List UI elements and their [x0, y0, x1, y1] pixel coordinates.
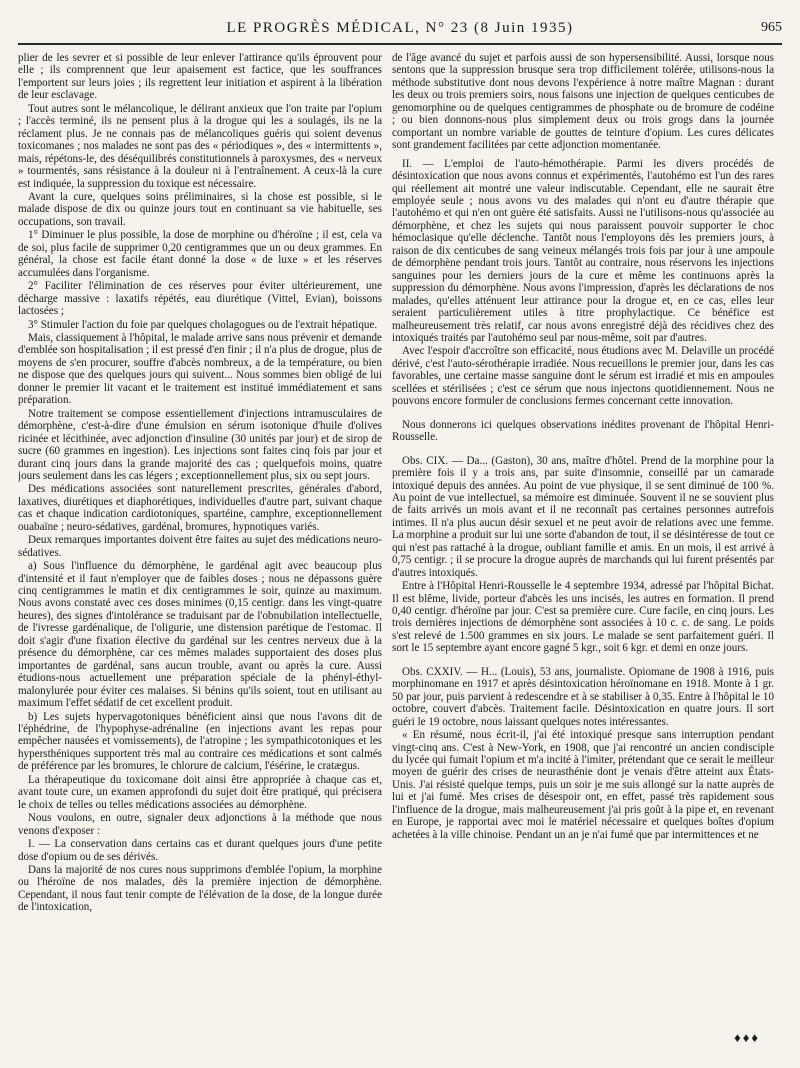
paragraph: La thérapeutique du toxicomane doit ainsi être appropriée à chaque cas et, avant toute cure, un examen approfondi du sujet doit être pratiqué, qui précisera le choix de telles ou telles médications associées au démorphène. — [18, 773, 382, 811]
paragraph: Deux remarques importantes doivent être faites au sujet des médications neuro-sédatives. — [18, 534, 382, 559]
paragraph: 2° Faciliter l'élimination de ces réserves pour éviter ultérieurement, une décharge massive : laxatifs répétés, eau diurétique (Vittel, Evian), boissons lactosées ; — [18, 280, 382, 318]
paragraph: 3° Stimuler l'action du foie par quelques cholagogues ou de l'extrait hépatique. — [28, 318, 378, 331]
paragraph: Avant la cure, quelques soins préliminaires, si la chose est possible, si le malade dispose de dix ou quinze jours tout en continuant sa vie habituelle, ses occupations, son travail. — [18, 190, 382, 228]
paragraph: 1° Diminuer le plus possible, la dose de morphine ou d'héroïne ; il est, cela va de soi, plus facile de supprimer 0,20 centigrammes que un ou deux grammes. En général, la chose est facile étant donné la dose « de luxe » et les réserves accumulées dans l'organisme. — [18, 229, 382, 279]
paragraph: Nous voulons, en outre, signaler deux adjonctions à la méthode que nous venons d'exposer : — [18, 812, 382, 837]
paragraph: Des médications associées sont naturellement prescrites, générales d'abord, laxatives, diurétiques et diaphorétiques, individuelles d'autre part, suivant chaque cas et chaque indication cardiotoniques, spartéine, camphre, exceptionnellement ouabaïne ; neuro-sédatives, gardénal, bromures, hypnotiques variés. — [18, 483, 382, 533]
header-rule — [18, 43, 782, 45]
section-heading-paragraph: I. — La conservation dans certains cas et durant quelques jours d'une petite dose d'opium ou de ses dérivés. — [18, 838, 382, 863]
quoted-testimony: « En résumé, nous écrit-il, j'ai été intoxiqué presque sans interruption pendant vingt-cinq ans. C'est à New-York, en 1908, que j'ai rencontré un ancien condisciple du lycée qui fumait l'opium et m'a incité à l'imiter, prétendant que ce serait le meilleur moyen de guérir des crises de neurasthénie dont je venais d'être atteint aux États-Unis. J'ai résisté quelque temps, puis un soir je me suis allongé sur la natte auprès de lui et j'ai fumé. Mes crises de désespoir ont, en effet, passé très rapidement sous l'influence de la drogue, mais malheureusement j'ai pris goût à la pipe et, en revenant en Europe, je rapportai avec moi le matériel nécessaire et quelques boîtes d'opium achetées à la ville chinoise. Pendant un an je n'ai fumé que par intermittences et ne — [392, 729, 774, 841]
paragraph: plier de les sevrer et si possible de leur enlever l'attirance qu'ils éprouvent pour elle ; ils comprennent que leur apaisement est factice, que les souffrances l'emportent sur leurs joies ; ils regrettent leur initiation et aspirent à la libération de leur esclavage. — [18, 52, 382, 102]
paragraph: de l'âge avancé du sujet et parfois aussi de son hypersensibilité. Aussi, lorsque nous sentons que la suppression brusque sera trop difficilement tolérée, utilisons-nous la méthode substitutive dont nous devons l'expérience à notre maître Magnan : durant les deux ou trois premiers soirs, nous faisons une injection de quelques centicubes de genomorphine ou de quelques centigrammes de phosphate ou de bromure de codéine ; ou bien donnons-nous plus simplement deux ou trois grogs dans la journée comportant un nombre variable de gouttes de teinture d'opium. Les cures délicates sont grandement facilitées par cette adjonction momentanée. — [392, 52, 774, 152]
paragraph: Mais, classiquement à l'hôpital, le malade arrive sans nous prévenir et demande d'emblée son hospitalisation ; il est pressé d'en finir ; il n'a plus de drogue, plus de moyens de s'en procurer, souffre d'abcès nombreux, a de la température, ou bien ne dispose que des quelques jours qui suivent... Nous sommes bien obligé de lui donner le premier lit vacant et le traitement est institué immédiatement et sans préparation. — [18, 331, 382, 407]
paragraph: Entre à l'Hôpital Henri-Rousselle le 4 septembre 1934, adressé par l'hôpital Bichat. Il est blême, livide, porteur d'abcès les uns incisés, les autres en formation. Il prend 0,40 centigr. d'héroïne par jour. C'est sa première cure. Cure facile, en cinq jours. Les trois dernières injections de démorphène sont associées à 10 c. c. de sang. Le poids s'est relevé de 1.500 grammes en six jours. Le malade se sent parfaitement guéri. Il sort le 15 septembre ayant encore gagné 5 kgr., soit 6 kgr. et demi en onze jours. — [392, 580, 774, 655]
left-column — [18, 52, 382, 1054]
paragraph: Dans la majorité de nos cures nous supprimons d'emblée l'opium, la morphine ou l'héroïne de nos malades, dès la première injection de démorphène. Cependant, il nous faut tenir compte de l'élévation de la dose, de la longue durée de l'intoxication, — [18, 864, 382, 914]
running-header — [18, 16, 782, 42]
paragraph: Avec l'espoir d'accroître son efficacité, nous étudions avec M. Delaville un procédé dérivé, c'est l'auto-sérothérapie irradiée. Nous recueillons le premier jour, dans les cas favorables, une certaine masse sanguine dont le sérum est irradié et mis en ampoules scellées et stérilisées ; c'est ce sérum que nous injectons quotidiennement. Nous ne pouvons encore formuler de conclusions fermes concernant cette innovation. — [392, 345, 774, 408]
page-number: 965 — [761, 20, 782, 35]
paragraph: b) Les sujets hypervagotoniques bénéficient ainsi que nous l'avons dit de l'éphédrine, de l'hypophyse-adrénaline (en injections avant les repas pour empêcher nausées et vomissements), de l'atropine ; les sympathicotoniques et les hypersthéniques supportent très mal au contraire ces médications et sont calmés de préférence par les bromures, le chlorure de calcium, l'ésérine, le cratægus. — [18, 710, 382, 773]
paragraph: Notre traitement se compose essentiellement d'injections intramusculaires de démorphène, c'est-à-dire d'une émulsion en sérum isotonique d'huile d'olives ricinée et lécithinée, avec adjonction d'insuline (30 unités par jour) et de sirop de sucre (60 grammes en ingestion). Les injections sont faites cinq fois par jour et durant cinq jours dans la grande majorité des cas ; quelquefois moins, quatre jours seulement dans les cas légers ; exceptionnellement plus, six ou sept jours. — [18, 407, 382, 482]
observation-cix: Obs. CIX. — Da... (Gaston), 30 ans, maître d'hôtel. Prend de la morphine pour la première fois il y a trois ans, par suite d'insomnie, conseillé par un camarade intoxiqué depuis des années. Au point de vue physique, il se sent diminué de 100 %. Au point de vue intellectuel, sa mémoire est diminuée. Souvent il ne se souvient plus de faits arrivés un mois avant et il ne reconnaît pas certaines personnes autrefois intimes. Il n'a plus aucun désir sexuel et ne peut avoir de relations avec une femme. La morphine a produit sur lui une sorte d'abandon de tout, il se désintéresse de tout ce qui n'est pas rattaché à la drogue, oubliant famille et amis. En un mois, il est arrivé à 0,75 centigr. ; il se procure la drogue auprès de marchands qui lui furent présentés par d'autres intoxiqués. — [392, 454, 774, 579]
observation-cxxiv: Obs. CXXIV. — H... (Louis), 53 ans, journaliste. Opiomane de 1908 à 1916, puis morphinomane en 1917 et après désintoxication héroïnomane en 1918. Monte à 1 gr. 50 par jour, puis parvient à redescendre et à se stabiliser à 0,35. Entre à l'hôpital le 10 octobre, couvert d'abcès. Traitement facile. Désintoxication en quatre jours. Il sort guéri le 19 octobre, nous laissant quelques notes intéressantes. — [392, 665, 774, 728]
section-heading-paragraph: II. — L'emploi de l'auto-hémothérapie. Parmi les divers procédés de désintoxication que nous avons connus et expérimentés, l'autohémo est l'un des rares qui réellement ait montré une valeur indiscutable. Cependant, elle ne saurait être employée seule ; nous avons vu des malades qui n'ont eu d'autre thérapie que l'autohémo et qui n'en ont guère été satisfaits. Aussi ne l'utilisons-nous qu'associée au démorphène, et chez les sujets qui nous paraissent pouvoir supporter le choc hémoclasique qu'elle déclenche. Tantôt nous l'employons dès les premiers jours, à raison de dix centicubes de sang veineux mélangés trois fois par jour à une ampoule de démorphène pendant trois jours. Tantôt au contraire, nous réservons les injections sanguines pour les derniers jours de la cure et même les continuons après la suppression du démorphène. Nous avons l'impression, d'après les déclarations de nos malades, qu'elles atténuent leur attirance pour la drogue et, en ce cas, elles leur seraient particulièrement utiles à titre prophylactique. Ce bénéfice est malheureusement très relatif, car nous avons enregistré déjà des récidives chez des intoxiqués traités par l'autohémo seul par nous-même, soit par d'autres. — [392, 157, 774, 344]
journal-running-title: LE PROGRÈS MÉDICAL, N° 23 (8 Juin 1935) — [226, 20, 574, 36]
paragraph: Tout autres sont le mélancolique, le délirant anxieux que l'on traite par l'opium ; l'accès terminé, ils ne pensent plus à la drogue qui les a soulagés, ils ne la réclament plus. Je ne connais pas de mélancoliques guéris qui soient devenus toxicomanes ; nos malades ne sont pas des « périodiques », des « intermittents », mais, répétons-le, des déséquilibrés constitutionnels à paroxysmes, des « nerveux » tourmentés, sans résistance à la douleur ni à l'entraînement. A ceux-là la cure est indiquée, la suppression du toxique est nécessaire. — [18, 102, 382, 190]
fleuron-ornament: ♦♦♦ — [734, 1030, 760, 1045]
paragraph: a) Sous l'influence du démorphène, le gardénal agit avec beaucoup plus d'intensité et il faut n'employer que de faibles doses ; nous ne dépassons guère cinq centigrammes le matin et dix centigrammes le soir, quinze au maximum. Nous avons constaté avec ces doses minimes (0,15 centigr. dans les vingt-quatre heures), des signes d'intolérance se traduisant par de l'obnubilation intellectuelle, de l'ivresse gardénalique, de l'oligurie, une distension parétique de l'estomac. Il doit s'agir d'une fixation élective du gardénal sur les centres nerveux due à la présence du démorphène, car ces mêmes malades supportaient des doses plus importantes de gardénal, sans aucun trouble, avant ou après la cure. Aussi étudions-nous actuellement une préparation spéciale de la phényl-éthyl-malonylurée pour éviter ces malaises. Si bénins qu'ils soient, tout en utilisant au maximum l'effet sédatif de cet excellent produit. — [18, 560, 382, 710]
observations-intro: Nous donnerons ici quelques observations inédites provenant de l'hôpital Henri-Rousselle. — [392, 418, 774, 444]
right-column — [392, 52, 774, 1054]
